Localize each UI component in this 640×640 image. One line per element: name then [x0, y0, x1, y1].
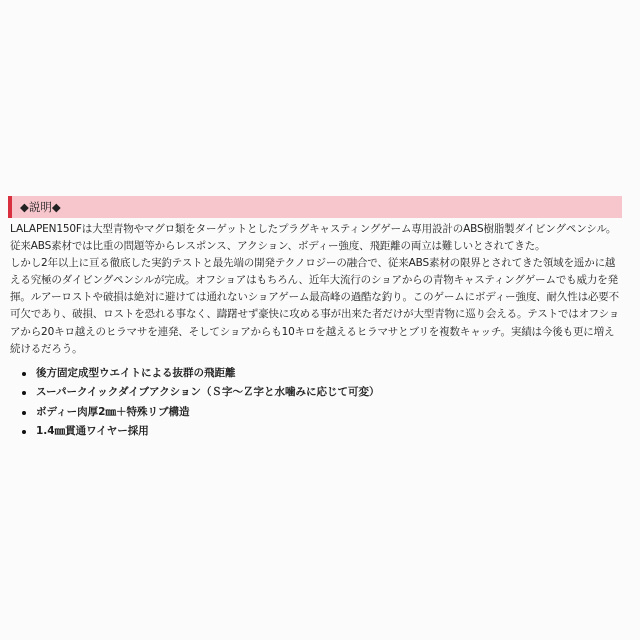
- feature-item: [20, 422, 622, 442]
- description-paragraph: [10, 221, 622, 358]
- bullet-icon: [22, 430, 26, 434]
- feature-label: 後方固定成型ウエイトによる抜群の飛距離: [36, 366, 236, 379]
- feature-item: [20, 403, 622, 423]
- description-line: える究極のダイビングペンシルが完成。オフショアはもちろん、近年大流行のショアからの青物キャスティングゲームでも威力を発: [10, 274, 618, 287]
- description-line: しかし2年以上に亘る徹底した実釣テストと最先端の開発テクノロジーの融合で、従来ABS素材の限界とされてきた領域を遥かに越: [10, 257, 616, 270]
- feature-item: [20, 383, 622, 403]
- bullet-icon: [22, 372, 26, 376]
- feature-label: 1.4㎜貫通ワイヤー採用: [36, 425, 149, 438]
- description-line: 従来ABS素材では比重の問題等からレスポンス、アクション、ボディー強度、飛距離の両立は難しいとされてきた。: [10, 240, 546, 253]
- description-line: アから20キロ越えのヒラマサを連発、そしてショアからも10キロを越えるヒラマサとブリを複数キャッチ。実績は今後も更に増え: [10, 325, 615, 338]
- feature-label: スーパークイックダイブアクション（Ｓ字～Ｚ字と水噛みに応じて可変）: [36, 386, 380, 399]
- feature-list: [20, 364, 622, 442]
- description-line: 可欠であり、破損、ロストを恐れる事なく、躊躇せず豪快に攻める事が出来た者だけが大型青物に巡り会える。テストではオフショ: [10, 308, 620, 321]
- description-line: 揮。ルアーロストや破損は絶対に避けては通れないショアゲーム最高峰の過酷な釣り。このゲームにボディー強度、耐久性は必要不: [10, 291, 619, 304]
- product-description-section: [8, 196, 622, 442]
- feature-item: [20, 364, 622, 384]
- description-line: LALAPEN150Fは大型青物やマグロ類をターゲットとしたプラグキャスティングゲーム専用設計のABS樹脂製ダイビングペンシル。: [10, 223, 617, 235]
- description-line: 続けるだろう。: [10, 342, 83, 355]
- bullet-icon: [22, 391, 26, 395]
- bullet-icon: [22, 411, 26, 415]
- feature-label: ボディー肉厚2㎜＋特殊リブ構造: [36, 405, 190, 418]
- section-heading: ◆説明◆: [8, 196, 622, 218]
